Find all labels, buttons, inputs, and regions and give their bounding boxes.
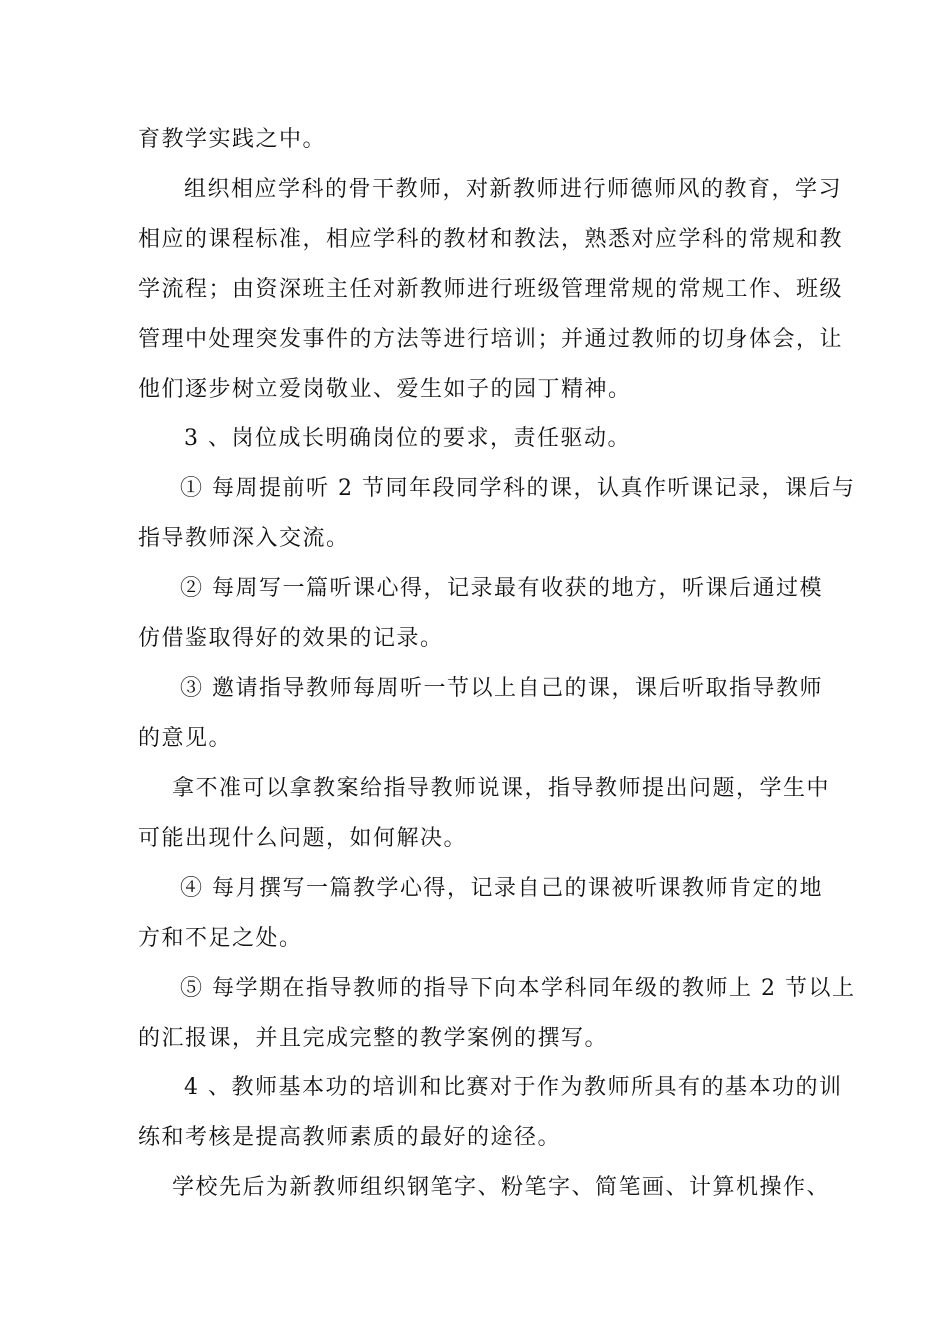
text-line: 的汇报课，并且完成完整的教学案例的撰写。 <box>138 1026 609 1051</box>
text-line: 学流程；由资深班主任对新教师进行班级管理常规的常规工作、班级 <box>138 277 844 302</box>
text-line: 拿不准可以拿教案给指导教师说课，指导教师提出问题，学生中 <box>172 776 831 801</box>
text-line: 3 、岗位成长明确岗位的要求，责任驱动。 <box>184 426 631 451</box>
text-line: ④ 每月撰写一篇教学心得，记录自己的课被听课教师肯定的地 <box>180 876 823 901</box>
text-line: 方和不足之处。 <box>138 926 303 951</box>
text-line: 相应的课程标准，相应学科的教材和教法，熟悉对应学科的常规和教 <box>138 227 844 252</box>
text-line: 育教学实践之中。 <box>138 127 327 152</box>
text-line: ③ 邀请指导教师每周听一节以上自己的课，课后听取指导教师 <box>180 676 823 701</box>
text-line: 4 、教师基本功的培训和比赛对于作为教师所具有的基本功的训 <box>184 1075 843 1100</box>
text-line: 学校先后为新教师组织钢笔字、粉笔字、简笔画、计算机操作、 <box>172 1175 831 1200</box>
text-line: ① 每周提前听 2 节同年段同学科的课，认真作听课记录，课后与 <box>180 476 856 501</box>
text-line: ② 每周写一篇听课心得，记录最有收获的地方，听课后通过模 <box>180 576 823 601</box>
text-line: 仿借鉴取得好的效果的记录。 <box>138 626 444 651</box>
text-line: 可能出现什么问题，如何解决。 <box>138 826 468 851</box>
text-line: 指导教师深入交流。 <box>138 526 350 551</box>
text-line: 练和考核是提高教师素质的最好的途径。 <box>138 1125 562 1150</box>
text-line: 管理中处理突发事件的方法等进行培训；并通过教师的切身体会，让 <box>138 327 844 352</box>
text-line: 的意见。 <box>138 726 233 751</box>
text-line: 组织相应学科的骨干教师，对新教师进行师德师风的教育，学习 <box>184 177 843 202</box>
text-line: 他们逐步树立爱岗敬业、爱生如子的园丁精神。 <box>138 377 632 402</box>
text-line: ⑤ 每学期在指导教师的指导下向本学科同年级的教师上 2 节以上 <box>180 976 856 1001</box>
